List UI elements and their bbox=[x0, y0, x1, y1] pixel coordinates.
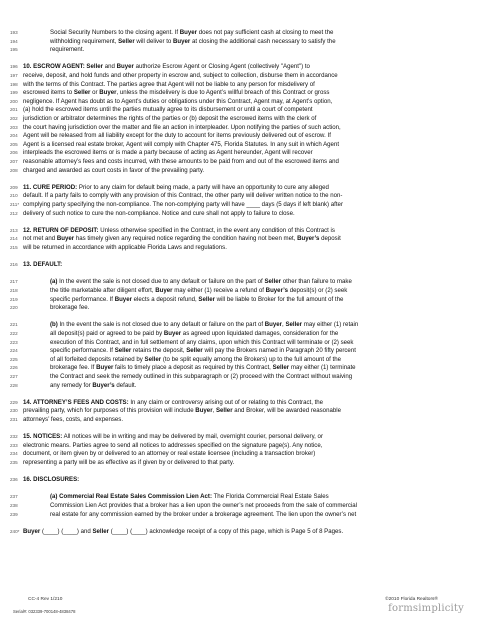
line-text: attorneys’ fees, costs, and expenses. bbox=[23, 416, 124, 423]
line-number: 238 bbox=[10, 503, 18, 508]
line-text: will be returned in accordance with applicable Florida Laws and regulations. bbox=[23, 244, 227, 251]
line-text: requirement. bbox=[50, 46, 85, 54]
contract-line-223 bbox=[10, 339, 472, 346]
line-number: 205 bbox=[10, 141, 18, 147]
line-number: 196 bbox=[10, 64, 18, 70]
line-text: brokerage fee. bbox=[50, 304, 90, 312]
line-number: 229 bbox=[10, 399, 18, 405]
line-number: 208 bbox=[10, 167, 18, 173]
line-number: 210 bbox=[10, 193, 18, 199]
contract-line-236 bbox=[10, 476, 472, 483]
contract-line-224 bbox=[10, 347, 472, 354]
line-number: 233 bbox=[10, 442, 18, 448]
line-number: 211* bbox=[10, 202, 20, 207]
line-text: reasonable attorney’s fees and costs incurred, with these amounts to be paid from and out of the escrowed items and bbox=[23, 158, 339, 165]
contract-line-210 bbox=[10, 192, 472, 199]
line-text: document, or item given by or delivered to an attorney or real estate licensee (including a transaction broker) bbox=[23, 450, 316, 458]
contract-line-197 bbox=[10, 72, 472, 79]
contract-line-213 bbox=[10, 227, 472, 234]
line-text: delivery of such notice to cure the non-compliance. Notice and cure shall not apply to failure to close. bbox=[23, 209, 295, 217]
line-number: 212 bbox=[10, 210, 18, 216]
contract-line-202 bbox=[10, 115, 472, 122]
line-text: 11. CURE PERIOD: Prior to any claim for default being made, a party will have an opportunity to cure any alleged bbox=[23, 183, 329, 191]
line-text: withholding requirement, Seller will deliver to Buyer at closing the additional cash necessary to satisfy the bbox=[50, 37, 336, 45]
line-number: 225 bbox=[10, 356, 18, 362]
line-text: charged and awarded as court costs in favor of the prevailing party. bbox=[23, 166, 205, 174]
contract-line-225 bbox=[10, 356, 472, 363]
line-number: 234 bbox=[10, 451, 18, 457]
contract-line-205 bbox=[10, 141, 472, 148]
line-text: (a) In the event the sale is not closed due to any default or failure on the part of Seller other than failure to make bbox=[50, 278, 352, 286]
line-text: negligence. If Agent has doubt as to Agent’s duties or obligations under this Contract, Agent may, at Agent’s option, bbox=[23, 97, 333, 105]
line-number: 194 bbox=[10, 38, 18, 44]
line-text: specific performance. If Buyer elects a deposit refund, Seller will be liable to Broker for the full amount of the bbox=[50, 295, 344, 303]
line-text: Agent will be released from all liability except for the duty to account for items previously delivered out of escrow. If bbox=[23, 132, 331, 140]
contract-line-198 bbox=[10, 81, 472, 88]
line-text: receive, deposit, and hold funds and other property in escrow and, subject to collection, disburse them in accordance bbox=[23, 72, 338, 79]
contract-line-200 bbox=[10, 98, 472, 105]
line-number: 240* bbox=[10, 528, 20, 534]
contract-line-222 bbox=[10, 330, 472, 337]
line-number: 209 bbox=[10, 184, 18, 190]
spacer bbox=[10, 313, 472, 320]
spacer bbox=[10, 218, 472, 225]
line-text: (a) Commercial Real Estate Sales Commission Lien Act: The Florida Commercial Real Estate Sales bbox=[50, 493, 329, 501]
contract-line-208 bbox=[10, 167, 472, 174]
line-text: representing a party will be as effective as if given by or delivered to that party. bbox=[23, 459, 235, 466]
contract-line-218 bbox=[10, 287, 472, 294]
spacer bbox=[10, 253, 472, 260]
line-text: jurisdiction or arbitrator determines the rights of the parties or (b) deposit the escrowed items with the clerk of bbox=[23, 115, 317, 122]
line-number: 237 bbox=[10, 494, 18, 500]
line-number: 232 bbox=[10, 434, 18, 440]
contract-line-201 bbox=[10, 106, 472, 113]
line-number: 200 bbox=[10, 98, 18, 104]
contract-line-229 bbox=[10, 399, 472, 406]
line-number: 220 bbox=[10, 305, 18, 311]
line-text: with the terms of this Contract. The parties agree that Agent will not be liable to any person for misdelivery of bbox=[23, 80, 315, 88]
line-text: Social Security Numbers to the closing agent. If Buyer does not pay sufficient cash at closing to meet the bbox=[50, 29, 334, 36]
contract-line-193 bbox=[10, 29, 472, 36]
contract-line-195 bbox=[10, 46, 472, 53]
line-text: 13. DEFAULT: bbox=[23, 261, 63, 269]
line-number: 202 bbox=[10, 116, 18, 121]
line-number: 197 bbox=[10, 73, 18, 78]
contract-line-199 bbox=[10, 89, 472, 96]
line-number: 222 bbox=[10, 331, 18, 336]
line-text: Buyer (____) (____) and Seller (____) (____) acknowledge receipt of a copy of this page, which is Page 5 of 8 Pages. bbox=[23, 527, 344, 535]
spacer bbox=[10, 175, 472, 182]
line-text: the title marketable after diligent effort, Buyer may either (1) receive a refund of Buyer’s deposit(s) or (2) seek bbox=[50, 287, 348, 294]
line-number: 230 bbox=[10, 408, 18, 414]
line-text: interpleads the escrowed items or is made a party because of acting as Agent hereunder, Agent will recover bbox=[23, 149, 313, 157]
line-number: 204 bbox=[10, 133, 18, 139]
line-text: 12. RETURN OF DEPOSIT: Unless otherwise specified in the Contract, in the event any condition of this Contract is bbox=[23, 226, 335, 234]
line-number: 198 bbox=[10, 81, 18, 87]
line-text: electronic means. Parties agree to send all notices to addresses specified on the signature page(s). Any notice, bbox=[23, 441, 323, 449]
contract-line-234 bbox=[10, 450, 472, 457]
contract-line-194 bbox=[10, 38, 472, 45]
line-number: 206 bbox=[10, 150, 18, 156]
line-number: 224 bbox=[10, 348, 18, 354]
line-text: not met and Buyer has timely given any required notice regarding the condition having not been met, Buyer’s deposit bbox=[23, 235, 341, 243]
contract-line-216 bbox=[10, 261, 472, 268]
line-text: default. If a party fails to comply with any provision of this Contract, the other party will deliver written notice to the non- bbox=[23, 192, 343, 200]
line-number: 203 bbox=[10, 124, 18, 130]
line-number: 236 bbox=[10, 477, 18, 483]
contract-line-196 bbox=[10, 63, 472, 70]
line-text: prevailing party, which for purposes of this provision will include Buyer, Seller and Broker, will be awarded reasonable bbox=[23, 407, 341, 415]
contract-line-240 bbox=[10, 528, 472, 535]
contract-line-235 bbox=[10, 459, 472, 466]
line-text: all deposit(s) paid or agreed to be paid by Buyer as agreed upon liquidated damages, consideration for the bbox=[50, 330, 339, 337]
contract-line-239 bbox=[10, 511, 472, 518]
line-text: (b) In the event the sale is not closed due to any default or failure on the part of Buyer, Seller may either (1) retain bbox=[50, 321, 359, 329]
contract-line-232 bbox=[10, 433, 472, 440]
contract-line-238 bbox=[10, 502, 472, 509]
line-number: 199 bbox=[10, 90, 18, 96]
line-text: execution of this Contract, and in full settlement of any claims, upon which this Contract will terminate or (2) seek bbox=[50, 338, 354, 346]
line-number: 228 bbox=[10, 382, 18, 388]
line-text: escrowed items to Seller or Buyer, unless the misdelivery is due to Agent’s willful breach of this Contract or gross bbox=[23, 89, 330, 97]
line-number: 226 bbox=[10, 365, 18, 371]
contract-line-226 bbox=[10, 364, 472, 371]
line-text: 16. DISCLOSURES: bbox=[23, 476, 80, 484]
line-number: 231 bbox=[10, 417, 18, 422]
line-text: any remedy for Buyer’s default. bbox=[50, 381, 137, 389]
line-text: Agent is a licensed real estate broker, Agent will comply with Chapter 475, Florida Statutes. In any suit in which Agent bbox=[23, 140, 340, 148]
contract-line-212 bbox=[10, 210, 472, 217]
spacer bbox=[10, 55, 472, 62]
line-number: 193 bbox=[10, 30, 18, 35]
line-number: 239 bbox=[10, 511, 18, 517]
line-text: complying party specifying the non-compliance. The non-complying party will have ____ days (5 days if left blank) after bbox=[23, 201, 343, 208]
contract-line-233 bbox=[10, 442, 472, 449]
line-number: 221 bbox=[10, 322, 18, 328]
line-text: of all forfeited deposits retained by Seller (to be split equally among the Brokers) up to the full amount of the bbox=[50, 355, 341, 363]
line-number: 218 bbox=[10, 288, 18, 293]
spacer bbox=[10, 468, 472, 475]
contract-line-214 bbox=[10, 235, 472, 242]
spacer bbox=[10, 485, 472, 492]
spacer bbox=[10, 425, 472, 432]
line-text: Commission Lien Act provides that a broker has a lien upon the owner’s net proceeds from the sale of commercial bbox=[50, 502, 357, 509]
line-number: 215 bbox=[10, 245, 18, 250]
formsimplicity-logo: formsimplicity bbox=[388, 603, 464, 614]
spacer bbox=[10, 270, 472, 277]
line-number: 217 bbox=[10, 279, 18, 285]
line-text: 10. ESCROW AGENT: Seller and Buyer authorize Escrow Agent or Closing Agent (collectively "Agent") to bbox=[23, 63, 310, 71]
form-id: CC-4 Rev 1/210 bbox=[28, 597, 63, 602]
contract-line-231 bbox=[10, 416, 472, 423]
contract-line-209 bbox=[10, 184, 472, 191]
line-text: the court having jurisdiction over the matter and file an action in interpleader. Upon notifying the parties of such action, bbox=[23, 123, 341, 131]
spacer bbox=[10, 519, 472, 526]
contract-line-211 bbox=[10, 201, 472, 208]
contract-line-217 bbox=[10, 278, 472, 285]
contract-line-215 bbox=[10, 244, 472, 251]
line-text: 14. ATTORNEY’S FEES AND COSTS: In any claim or controversy arising out of or relating to this Contract, the bbox=[23, 398, 324, 406]
line-text: (a) hold the escrowed items until the parties mutually agree to its disbursement or until a court of competent bbox=[23, 106, 313, 114]
contract-line-230 bbox=[10, 407, 472, 414]
line-number: 207 bbox=[10, 159, 18, 164]
line-text: 15. NOTICES: All notices will be in writing and may be delivered by mail, overnight courier, personal delivery, or bbox=[23, 433, 323, 441]
line-text: brokerage fee. If Buyer fails to timely place a deposit as required by this Contract, Seller may either (1) terminate bbox=[50, 364, 356, 372]
contract-line-206 bbox=[10, 149, 472, 156]
line-text: the Contract and seek the remedy outlined in this subparagraph or (2) proceed with the Contract without waiving bbox=[50, 373, 353, 380]
line-text: specific performance. If Seller retains the deposit, Seller will pay the Brokers named in Paragraph 20 fifty percent bbox=[50, 347, 356, 355]
spacer bbox=[10, 390, 472, 397]
line-number: 227 bbox=[10, 374, 18, 379]
line-number: 223 bbox=[10, 339, 18, 345]
line-number: 216 bbox=[10, 262, 18, 268]
line-text: real estate for any commission earned by the broker under a brokerage agreement. The lien upon the owner’s net bbox=[50, 510, 357, 518]
serial-number: Serial#: 032339-700148-4838478 bbox=[13, 609, 76, 614]
line-number: 195 bbox=[10, 47, 18, 53]
contract-line-228 bbox=[10, 382, 472, 389]
copyright: ©2010 Florida Realtors® bbox=[385, 597, 438, 602]
contract-line-237 bbox=[10, 493, 472, 500]
line-number: 235 bbox=[10, 460, 18, 465]
contract-line-227 bbox=[10, 373, 472, 380]
contract-line-220 bbox=[10, 304, 472, 311]
line-number: 219 bbox=[10, 296, 18, 302]
contract-line-204 bbox=[10, 132, 472, 139]
contract-line-203 bbox=[10, 124, 472, 131]
line-number: 213 bbox=[10, 227, 18, 233]
contract-line-207 bbox=[10, 158, 472, 165]
line-number: 201 bbox=[10, 107, 18, 113]
contract-line-221 bbox=[10, 321, 472, 328]
line-number: 214 bbox=[10, 236, 18, 242]
contract-line-219 bbox=[10, 296, 472, 303]
